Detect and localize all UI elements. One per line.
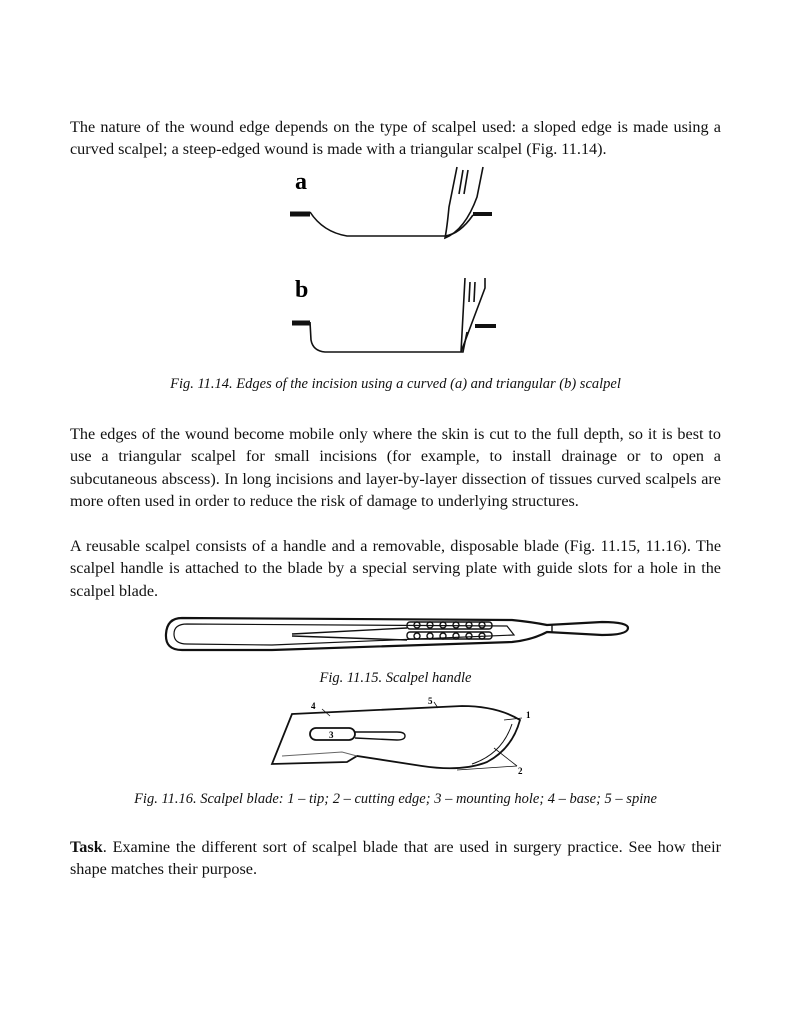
panel-label-b: b [295, 277, 309, 303]
incision-b-triangular [292, 278, 496, 352]
figure-11-16 [262, 694, 542, 782]
paragraph-reusable-scalpel: A reusable scalpel consists of a handle and a removable, disposable blade (Fig. 11.15, 11.16). The scalpel handle is attached to the blade by a special serving plate with guide slots for a hole in the scalpel blade. [70, 537, 721, 600]
scalpel-handle-drawing [162, 610, 632, 660]
incision-a-curved [290, 167, 492, 238]
task-text: . Examine the different sort of scalpel blade that are used in surgery practice. See how their shape matches their purpose. [70, 838, 721, 879]
callout-5: 5 [428, 696, 433, 706]
panel-label-a: a [295, 169, 307, 195]
paragraph-wound-edge: The nature of the wound edge depends on the type of scalpel used: a sloped edge is made using a curved scalpel; a steep-edged wound is made with a triangular scalpel (Fig. 11.14). [70, 118, 721, 159]
paragraph-task [70, 836, 721, 881]
caption-fig-11-15: Fig. 11.15. Scalpel handle [319, 670, 472, 686]
figure-11-14 [285, 162, 505, 362]
callout-2: 2 [518, 766, 523, 776]
figure-11-15 [162, 610, 632, 660]
callout-4: 4 [311, 701, 316, 711]
caption-fig-11-14: Fig. 11.14. Edges of the incision using a curved (a) and triangular (b) scalpel [170, 376, 621, 392]
callout-3: 3 [329, 730, 334, 740]
caption-fig-11-16: Fig. 11.16. Scalpel blade: 1 – tip; 2 – cutting edge; 3 – mounting hole; 4 – base; 5 – spine [134, 791, 657, 807]
paragraph-wound-mobility: The edges of the wound become mobile only where the skin is cut to the full depth, so it is best to use a triangular scalpel for small incisions (for example, to install drainage or to open a subcutaneous abscess). In long incisions and layer-by-layer dissection of tissues curved scalpels are more often used in order to reduce the risk of damage to underlying structures. [70, 425, 721, 511]
incision-edges-drawing [285, 162, 505, 362]
scalpel-blade-drawing [262, 694, 542, 782]
callout-1: 1 [526, 710, 531, 720]
task-label: Task [70, 838, 103, 856]
